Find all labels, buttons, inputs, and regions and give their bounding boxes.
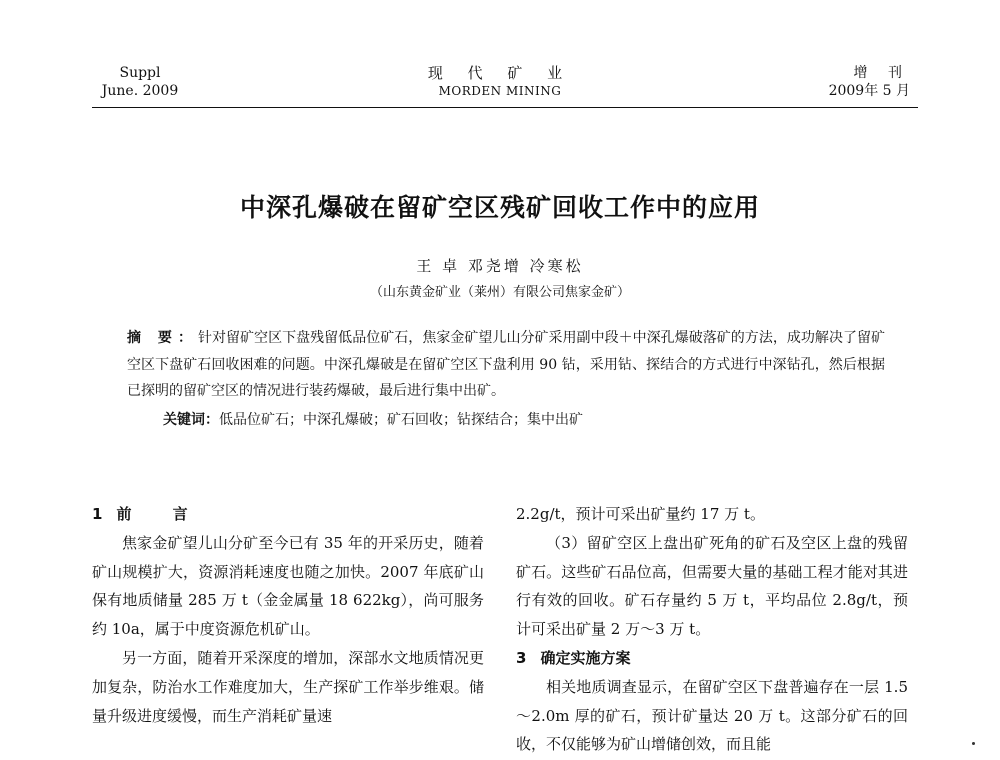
abstract-block xyxy=(127,325,885,433)
body-paragraph: 另一方面，随着开采深度的增加，深部水文地质情况更加复杂，防治水工作难度加大，生产探矿工作举步维艰。储量升级进度缓慢，而生产消耗矿量速 xyxy=(92,648,484,725)
body-paragraph: 焦家金矿望儿山分矿至今已有 35 年的开采历史，随着矿山规模扩大，资源消耗速度也随之加快。2007 年底矿山保有地质储量 285 万 t（金金属量 18 622kg），尚可服务约 10a，属于中度资源危机矿山。 xyxy=(92,533,484,639)
body-paragraph-continued: 2.2g/t，预计可采出矿量约 17 万 t。 xyxy=(516,505,765,523)
section-heading-1 xyxy=(92,500,484,529)
running-header-right xyxy=(800,64,910,100)
section-title: 确定实施方案 xyxy=(540,648,631,667)
scan-speck xyxy=(972,742,975,745)
section-heading-3 xyxy=(516,644,908,673)
body-paragraph: 相关地质调查显示，在留矿空区下盘普遍存在一层 1.5～2.0m 厚的矿石，预计矿量达 20 万 t。这部分矿石的回收，不仅能够为矿山增储创效，而且能 xyxy=(516,677,908,754)
body-column-right xyxy=(516,500,908,759)
section-number: 3 xyxy=(516,648,527,667)
abstract-text: 针对留矿空区下盘残留低品位矿石，焦家金矿望儿山分矿采用副中段＋中深孔爆破落矿的方法，成功解决了留矿空区下盘矿石回收困难的问题。中深孔爆破是在留矿空区下盘利用 90 钻，采用钻、探结合的方式进行中深钻孔，然后根据已探明的留矿空区的情况进行装药爆破，最后进行集中出矿。 xyxy=(127,330,886,399)
section-number: 1 xyxy=(92,505,103,523)
section-title: 前 言 xyxy=(116,505,206,523)
abstract-paragraph xyxy=(127,325,885,405)
header-supplement-cn: 增 刊 xyxy=(853,65,910,81)
journal-name-en: MORDEN MINING xyxy=(438,84,562,98)
header-date-cn: 2009年 5 月 xyxy=(828,83,910,99)
journal-name-cn: 现 代 矿 业 xyxy=(427,64,573,82)
running-header-left xyxy=(95,64,185,100)
article-title: 中深孔爆破在留矿空区残矿回收工作中的应用 xyxy=(239,193,760,222)
keywords-paragraph xyxy=(127,407,885,434)
abstract-label: 摘 要： xyxy=(127,330,198,346)
keywords-text: 低品位矿石；中深孔爆破；矿石回收；钻探结合；集中出矿 xyxy=(219,411,583,428)
article-authors: 王 卓 邓尧增 冷寒松 xyxy=(416,257,584,275)
body-paragraph: （3）留矿空区上盘出矿死角的矿石及空区上盘的残留矿石。这些矿石品位高，但需要大量的基础工程才能对其进行有效的回收。矿石存量约 5 万 t，平均品位 2.8g/t，预计可采出矿量 2 万～3 万 t。 xyxy=(516,533,908,639)
header-date-en: June. 2009 xyxy=(101,83,179,99)
header-suppl: Suppl xyxy=(119,65,161,81)
running-header-center xyxy=(400,64,600,100)
header-rule xyxy=(92,107,918,108)
body-column-left xyxy=(92,500,484,730)
keywords-label: 关键词： xyxy=(163,411,219,428)
article-affiliation: （山东黄金矿业（莱州）有限公司焦家金矿） xyxy=(369,285,630,300)
